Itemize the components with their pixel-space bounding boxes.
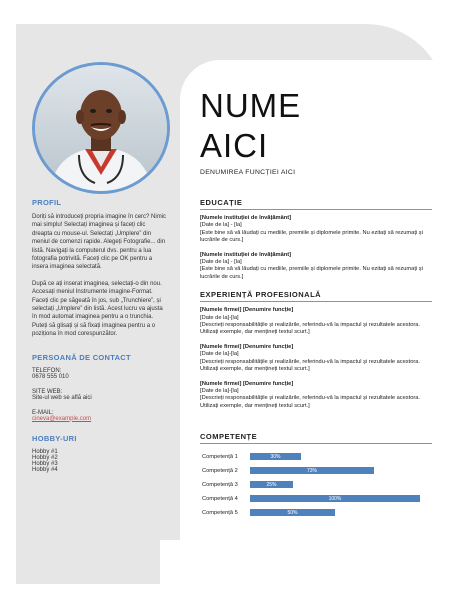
- name-line-1: NUME: [200, 87, 302, 124]
- skill-label: Competență 5: [202, 510, 238, 516]
- skill-bar: [250, 509, 335, 516]
- skill-percent: 100%: [328, 496, 342, 502]
- experience-entry: [200, 307, 432, 337]
- name-line-2: AICI: [200, 127, 269, 164]
- main-column: [200, 86, 432, 410]
- education-description: [Este bine să vă lăudați cu mediile, premiile și diplomele primite. Nu ezitați să rezumați și lucrările de curs.]: [200, 266, 423, 280]
- skill-bar: [250, 481, 293, 488]
- sidebar: [32, 198, 167, 473]
- experience-title: [Numele firmei] [Denumire funcție]: [200, 307, 294, 314]
- hobby-item: Hobby #4: [32, 466, 58, 473]
- experience-dates: [Date de la]-[la]: [200, 314, 239, 321]
- profile-heading: PROFIL: [32, 198, 62, 207]
- skill-label: Competență 1: [202, 454, 238, 460]
- hobby-item: Hobby #1: [32, 448, 58, 455]
- skill-row: [200, 466, 432, 480]
- education-institution: [Numele instituției de învățământ]: [200, 215, 292, 221]
- skill-percent: 25%: [266, 482, 277, 488]
- experience-dates: [Date de la]-[la]: [200, 387, 239, 394]
- job-title: DENUMIREA FUNCȚIEI AICI: [200, 169, 296, 176]
- skill-row: [200, 480, 432, 494]
- experience-title: [Numele firmei] [Denumire funcție]: [200, 380, 294, 387]
- skill-percent: 73%: [306, 468, 317, 474]
- skill-row: [200, 494, 432, 508]
- hobbies-heading: HOBBY-URI: [32, 433, 77, 443]
- contact-heading: PERSOANĂ DE CONTACT: [32, 352, 131, 362]
- skill-percent: 30%: [270, 454, 281, 460]
- skill-bar: [250, 467, 374, 474]
- skill-label: Competență 3: [202, 482, 238, 488]
- hobby-item: Hobby #2: [32, 454, 58, 461]
- skills-heading: COMPETENȚE: [200, 432, 432, 444]
- website-label: SITE WEB:: [32, 388, 63, 395]
- website-value: Site-ul web se află aici: [32, 394, 92, 401]
- education-description: [Este bine să vă lăudați cu mediile, premiile și diplomele primite. Nu ezitați să rezumați și lucrările de curs.]: [200, 229, 423, 244]
- skill-percent: 50%: [287, 510, 298, 516]
- email-label: E-MAIL:: [32, 409, 54, 416]
- education-entry: [200, 252, 432, 282]
- experience-description: [Descrieți responsabilitățile și realizările, referindu-vă la impactul și rezultatele acestora. Utilizați exemple, dar mențineți textul scurt.]: [200, 358, 421, 373]
- education-institution: [Numele instituției de învățământ]: [200, 251, 292, 258]
- profile-photo[interactable]: [32, 62, 170, 194]
- profile-text: Doriți să introduceți propria imagine în cerc? Nimic mai simplu! Selectați imaginea și faceți clic dreapta cu mouse-ul. Selectați „Umplere” din meniul de comenzi rapide. Alegeți Fotografie... din listă. Navigați la computerul dvs. pentru a lua fotografia potrivită. Faceți clic pe OK pentru a insera imaginea selectată.: [32, 214, 167, 271]
- skill-row: [200, 508, 432, 522]
- experience-dates: [Date de la]-[la]: [200, 351, 239, 358]
- skill-label: Competență 2: [202, 468, 238, 474]
- education-dates: [Date de la] - [la]: [200, 259, 242, 266]
- experience-entry: [200, 381, 432, 411]
- experience-entry: [200, 344, 432, 374]
- skills-section: [200, 432, 432, 522]
- phone-value: 0678 555 010: [32, 373, 69, 380]
- hobby-item: Hobby #3: [32, 460, 58, 467]
- email-link[interactable]: cineva@example.com: [32, 415, 92, 422]
- skill-row: [200, 452, 432, 466]
- phone-label: TELEFON:: [32, 367, 62, 374]
- skills-chart: [200, 452, 432, 522]
- doctor-portrait-icon: [35, 65, 167, 191]
- experience-description: [Descrieți responsabilitățile și realizările, referindu-vă la impactul și rezultatele acestora. Utilizați exemple, dar mențineți textul scurt.]: [200, 322, 421, 336]
- education-heading: EDUCAȚIE: [200, 198, 432, 210]
- skill-label: Competență 4: [202, 496, 238, 502]
- skill-bar: [250, 453, 301, 460]
- experience-description: [Descrieți responsabilitățile și realizările, referindu-vă la impactul și rezultatele acestora. Utilizați exemple, dar mențineți textul scurt.]: [200, 395, 421, 409]
- experience-title: [Numele firmei] [Denumire funcție]: [200, 343, 294, 350]
- experience-heading: EXPERIENȚĂ PROFESIONALĂ: [200, 290, 432, 302]
- education-dates: [Date de la] - [la]: [200, 222, 242, 229]
- education-entry: [200, 215, 432, 245]
- skill-bar: [250, 495, 420, 502]
- panel-corner: [160, 540, 190, 584]
- profile-text-2: După ce ați inserat imaginea, selectați-o din nou. Accesați meniul Instrumente imagine-Format. Faceți clic pe săgeată în jos, sub „Trunchiere”, și selectați „Umplere” din listă. Acest lucru va ajusta în mod automat imaginea pentru a o trunchia. Puteți să glisați și să fixați imaginea pentru a o poziționa în mod corespunzător.: [32, 280, 163, 338]
